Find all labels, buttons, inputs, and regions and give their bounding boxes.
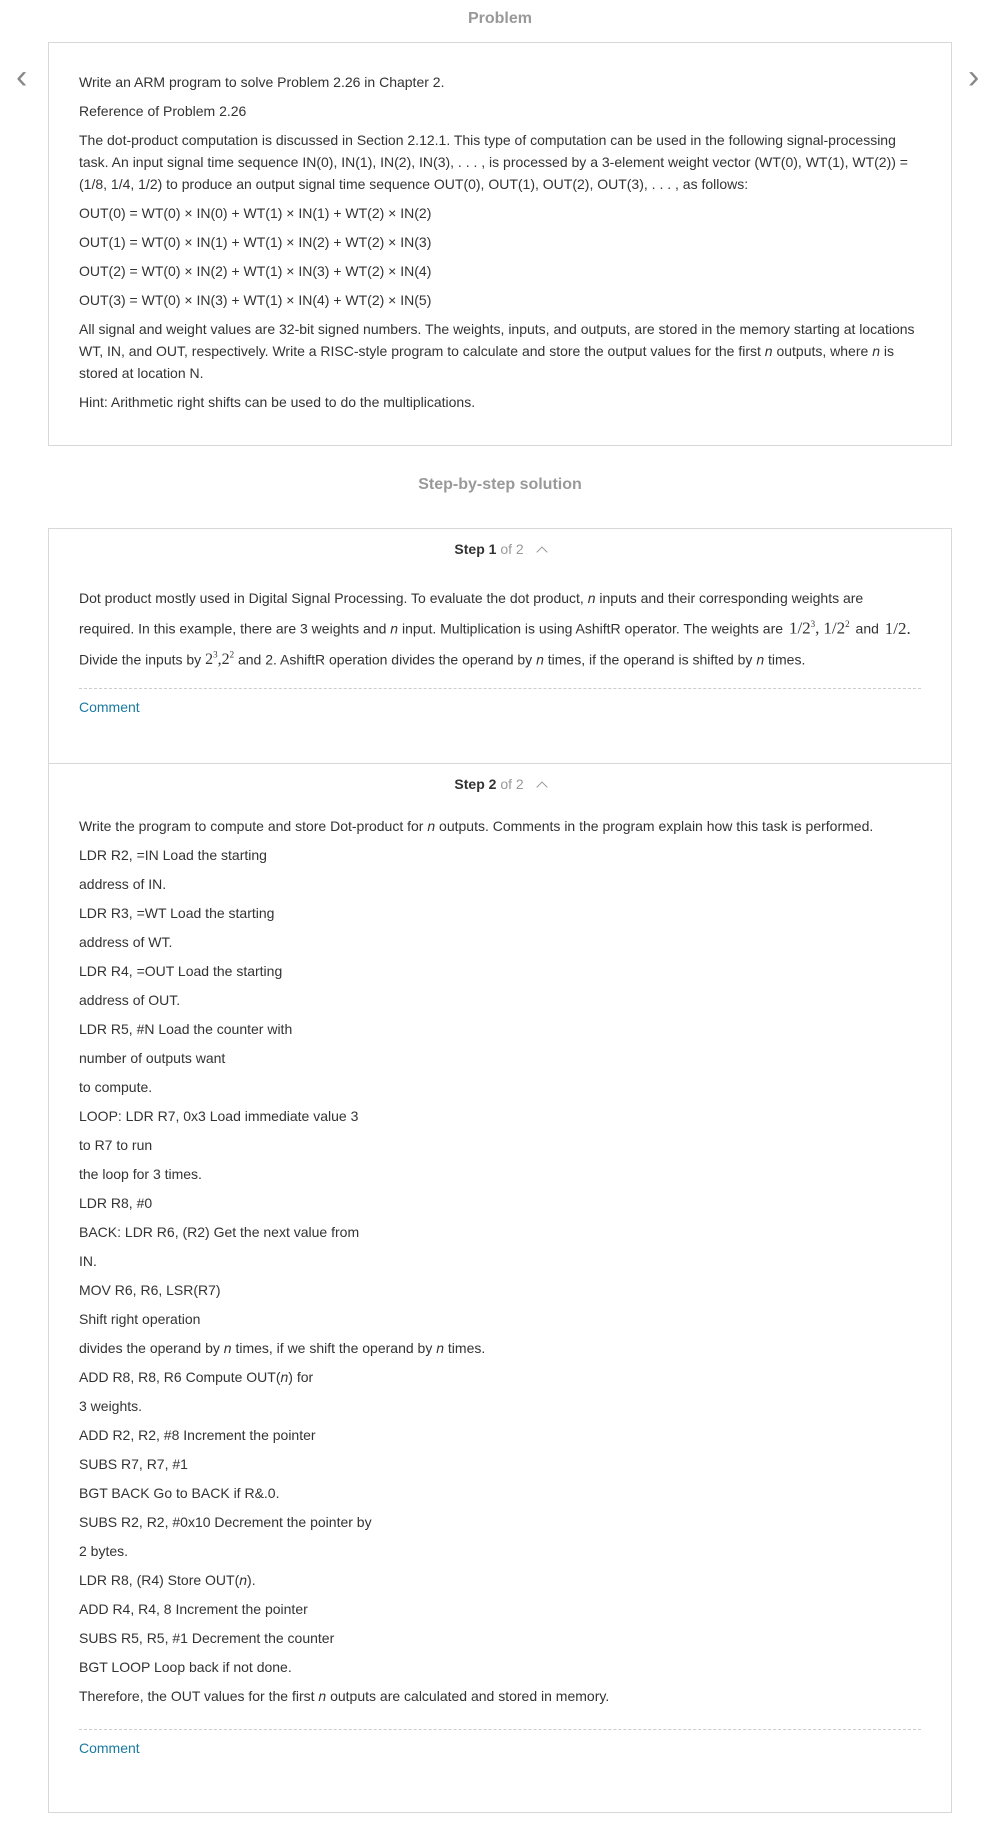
text: LDR R5, #N Load the counter with	[79, 1021, 293, 1037]
solution-box	[48, 528, 952, 1813]
text: LOOP: LDR R7, 0x3 Load immediate value 3	[79, 1108, 359, 1124]
code-line	[79, 1305, 921, 1334]
code-line	[79, 1363, 921, 1392]
text: SUBS R5, R5, #1 Decrement the counter	[79, 1630, 335, 1646]
text: and	[851, 620, 883, 637]
text: 2 bytes.	[79, 1543, 129, 1559]
var-n: n	[587, 590, 596, 606]
text: BACK: LDR R6, (R2) Get the next value from	[79, 1224, 360, 1240]
text: LDR R8, (R4) Store OUT(	[79, 1572, 240, 1588]
problem-paragraph: Reference of Problem 2.26	[79, 103, 247, 119]
code-line	[79, 1160, 921, 1189]
chevron-up-icon[interactable]	[536, 546, 547, 557]
code-line	[79, 1537, 921, 1566]
problem-paragraph: OUT(2) = WT(0) × IN(2) + WT(1) × IN(3) + WT(2) × IN(4)	[79, 263, 432, 279]
comment-link[interactable]: Comment	[79, 699, 140, 715]
solution-title: Step-by-step solution	[418, 476, 582, 493]
code-line	[79, 841, 921, 870]
problem-paragraph: OUT(3) = WT(0) × IN(3) + WT(1) × IN(4) + WT(2) × IN(5)	[79, 292, 432, 308]
problem-content	[49, 43, 951, 413]
code-line	[79, 1508, 921, 1537]
text: the loop for 3 times.	[79, 1166, 202, 1182]
text: Shift right operation	[79, 1311, 201, 1327]
var-n: n	[427, 818, 436, 834]
text: input. Multiplication is using AshiftR operator. The weights are	[398, 620, 787, 637]
step-count: of 2	[500, 541, 524, 557]
var-n: n	[764, 343, 773, 359]
var-n: n	[239, 1572, 248, 1588]
step-label: Step 2	[454, 776, 497, 792]
var-n: n	[436, 1340, 445, 1356]
text: to compute.	[79, 1079, 153, 1095]
text: and 2. AshiftR operation divides the operand by	[234, 650, 537, 667]
code-line	[79, 1276, 921, 1305]
problem-paragraph	[79, 318, 921, 384]
text: times, if we shift the operand by	[231, 1340, 437, 1356]
var-n: n	[318, 1688, 327, 1704]
problem-paragraph: OUT(0) = WT(0) × IN(0) + WT(1) × IN(1) + WT(2) × IN(2)	[79, 205, 432, 221]
text: LDR R8, #0	[79, 1195, 153, 1211]
code-line	[79, 1450, 921, 1479]
step-count: of 2	[500, 776, 524, 792]
chevron-left-icon[interactable]: ‹	[16, 58, 28, 96]
text: ADD R8, R8, R6 Compute OUT(	[79, 1369, 281, 1385]
step-1-text	[49, 565, 951, 668]
weight-2: $1/2^2$	[823, 618, 850, 638]
text: BGT BACK Go to BACK if R&.0.	[79, 1485, 280, 1501]
code-line	[79, 986, 921, 1015]
code-line	[79, 1102, 921, 1131]
text: Therefore, the OUT values for the first	[79, 1688, 319, 1704]
text: LDR R3, =WT Load the starting	[79, 905, 275, 921]
code-line	[79, 1421, 921, 1450]
code-line	[79, 957, 921, 986]
text: LDR R4, =OUT Load the starting	[79, 963, 283, 979]
code-line	[79, 899, 921, 928]
var-n: n	[756, 650, 765, 667]
text: outputs. Comments in the program explain how this task is performed.	[435, 818, 874, 834]
code-line	[79, 1218, 921, 1247]
text: LDR R2, =IN Load the starting	[79, 847, 267, 863]
code-line	[79, 1044, 921, 1073]
code-line	[79, 1595, 921, 1624]
text: address of OUT.	[79, 992, 181, 1008]
text: outputs, where	[772, 343, 873, 359]
comment-link[interactable]: Comment	[79, 1740, 140, 1756]
text: times, if the operand is shifted by	[543, 650, 757, 667]
text: is stored at location N.	[79, 343, 894, 381]
code-line	[79, 1566, 921, 1595]
step-2-text	[49, 800, 951, 1711]
problem-paragraph: The dot-product computation is discussed in Section 2.12.1. This type of computation can be used in the following signal-processing task. An input signal time sequence IN(0), IN(1), IN(2), IN(3), . . . , is processed by a 3-element weight vector (WT(0), WT(1), WT(2)) = (1/8, 1/4, 1/2) to produce an output signal time sequence OUT(0), OUT(1), OUT(2), OUT(3), . . . , as follows:	[79, 132, 908, 192]
problem-title: Problem	[467, 10, 532, 27]
code-line	[79, 1479, 921, 1508]
problem-paragraph: OUT(1) = WT(0) × IN(1) + WT(1) × IN(2) + WT(2) × IN(3)	[79, 234, 432, 250]
text: SUBS R7, R7, #1	[79, 1456, 188, 1472]
text: Write the program to compute and store Dot-product for	[79, 818, 428, 834]
var-n: n	[390, 620, 399, 637]
code-line	[79, 1131, 921, 1160]
text: to R7 to run	[79, 1137, 153, 1153]
text: ADD R4, R4, 8 Increment the pointer	[79, 1601, 308, 1617]
weight-3: 1/2.	[884, 618, 911, 638]
text: ADD R2, R2, #8 Increment the pointer	[79, 1427, 316, 1443]
text: number of outputs want	[79, 1050, 226, 1066]
chevron-up-icon[interactable]	[536, 781, 547, 792]
code-line	[79, 1334, 921, 1363]
text: address of WT.	[79, 934, 173, 950]
code-line	[79, 1247, 921, 1276]
code-line	[79, 1073, 921, 1102]
code-line	[79, 1682, 921, 1711]
var-n: n	[872, 343, 880, 359]
divider	[79, 1729, 921, 1730]
divider	[79, 688, 921, 689]
var-n: n	[536, 650, 544, 667]
problem-paragraph: Write an ARM program to solve Problem 2.26 in Chapter 2.	[79, 74, 445, 90]
hint-text: Hint: Arithmetic right shifts can be used to do the multiplications.	[79, 394, 476, 410]
powers: $2^3,2^2$	[205, 649, 235, 668]
step-label: Step 1	[454, 541, 497, 557]
text: IN.	[79, 1253, 97, 1269]
code-line	[79, 1015, 921, 1044]
text: outputs are calculated and stored in memory.	[326, 1688, 610, 1704]
text: ) for	[288, 1369, 314, 1385]
code-line	[79, 812, 921, 841]
text: inputs and their corresponding weights are required. In this example, there are 3 weights and	[79, 590, 864, 637]
text: times.	[444, 1340, 486, 1356]
text: divides the operand by	[79, 1340, 224, 1356]
text: SUBS R2, R2, #0x10 Decrement the pointer by	[79, 1514, 372, 1530]
text: Dot product mostly used in Digital Signal Processing. To evaluate the dot product,	[79, 590, 588, 606]
chevron-right-icon[interactable]: ›	[968, 58, 980, 96]
text: times.	[764, 650, 806, 667]
text: All signal and weight values are 32-bit signed numbers. The weights, inputs, and outputs, are stored in the memory starting at locations WT, IN, and OUT, respectively. Write a RISC-style program to calculate and store the output values for the first	[79, 321, 915, 359]
text: ).	[247, 1572, 256, 1588]
var-n: n	[223, 1340, 232, 1356]
code-line	[79, 1189, 921, 1218]
text: 3 weights.	[79, 1398, 143, 1414]
problem-box	[48, 42, 952, 446]
text: MOV R6, R6, LSR(R7)	[79, 1282, 221, 1298]
step-1	[49, 529, 951, 764]
step-1-header[interactable]	[49, 529, 951, 565]
var-n: n	[280, 1369, 289, 1385]
text: address of IN.	[79, 876, 167, 892]
code-line	[79, 870, 921, 899]
code-line	[79, 1653, 921, 1682]
step-2-header[interactable]	[49, 764, 951, 800]
weight-1: $1/2^3$,	[788, 618, 820, 638]
step-2	[49, 764, 951, 1766]
code-line	[79, 1624, 921, 1653]
code-line	[79, 928, 921, 957]
text: BGT LOOP Loop back if not done.	[79, 1659, 292, 1675]
code-line	[79, 1392, 921, 1421]
text: Divide the inputs by	[79, 650, 206, 667]
